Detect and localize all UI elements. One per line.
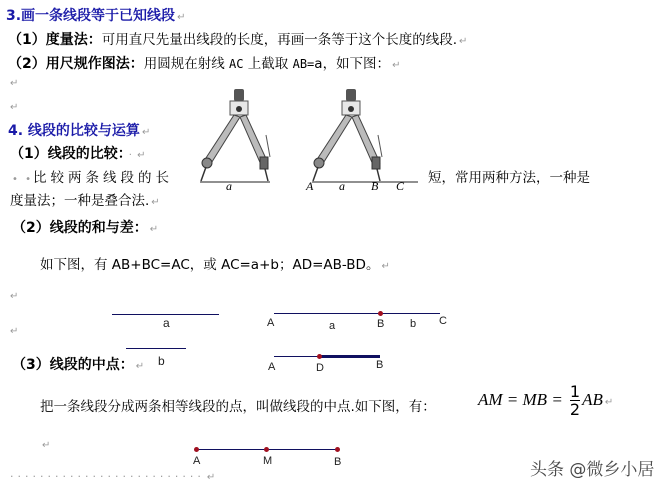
section4-sub2-label: （2）线段的和与差： ↵ [12,220,159,236]
label-D: D [316,362,324,374]
paragraph-mark: ↵ [42,440,51,451]
label-B: B [376,359,384,371]
compass-label-B: B [371,179,379,193]
segment-a-label: a [163,316,170,330]
midpoint-formula: AM = MB = $\frac{1}{2}$ AB ↵ [478,382,614,419]
section4-sub3-text: 把一条线段分成两条相等线段的点，叫做线段的中点.如下图，有： [40,399,436,415]
compass-figure [190,85,420,195]
label-A: A [193,455,201,467]
compass-label-a2: a [339,179,345,193]
compass-label-a: a [226,179,232,193]
point-D [317,354,322,359]
fraction-one-half: $\frac{1}{2}$ [569,382,581,419]
label-B: B [334,456,342,468]
paragraph-mark: ↵ [10,326,19,337]
paragraph-mark: ↵ [177,12,186,23]
section4-sub1-label: （1）线段的比较： · ↵ [10,146,146,162]
section4-sub3-label: （3）线段的中点： ↵ [12,357,145,373]
point-B [335,447,340,452]
dotted-leader: ·························· ↵ [10,470,220,483]
watermark: 头条 @微乡小居 [530,460,655,480]
section4-sub1-line2: 度量法；一种是叠合法. ↵ [10,193,160,209]
segment-abc [274,313,440,314]
section3-item1: （1）度量法：可用直尺先量出线段的长度，再画一条等于这个长度的线段. ↵ [8,32,468,48]
compass-label-A: A [306,179,314,193]
segment-db [320,355,380,358]
compass-icon [190,85,420,195]
label-A: A [267,317,275,329]
paragraph-mark: ↵ [10,102,19,113]
segment-b-label: b [158,354,165,368]
segment-b [126,348,186,349]
label-C: C [439,315,447,327]
paragraph-mark: ↵ [10,78,19,89]
point-B [378,311,383,316]
point-A [194,447,199,452]
label-A: A [268,361,276,373]
compass-label-C: C [396,179,405,193]
section4-sub1-line1: • •比较两条线段的长 [12,170,173,186]
segment-ad [274,356,320,357]
label-a: a [329,320,336,332]
section3-item2: （2）用尺规作图法：用圆规在射线 AC 上截取 AB=a，如下图： ↵ [8,56,401,72]
section3-title: 3.画一条线段等于已知线段 ↵ [6,8,186,24]
label-b: b [410,318,417,330]
label-B: B [377,318,385,330]
point-M [264,447,269,452]
segment-a [112,314,219,315]
section4-title: 4. 线段的比较与运算 ↵ [8,123,151,139]
label-M: M [263,455,273,467]
section4-sub1-line1-right: 短，常用两种方法，一种是 [428,170,590,186]
paragraph-mark: ↵ [10,291,19,302]
section4-sub2-text: 如下图，有 AB+BC=AC，或 AC=a+b；AD=AB-BD。 ↵ [40,257,390,273]
